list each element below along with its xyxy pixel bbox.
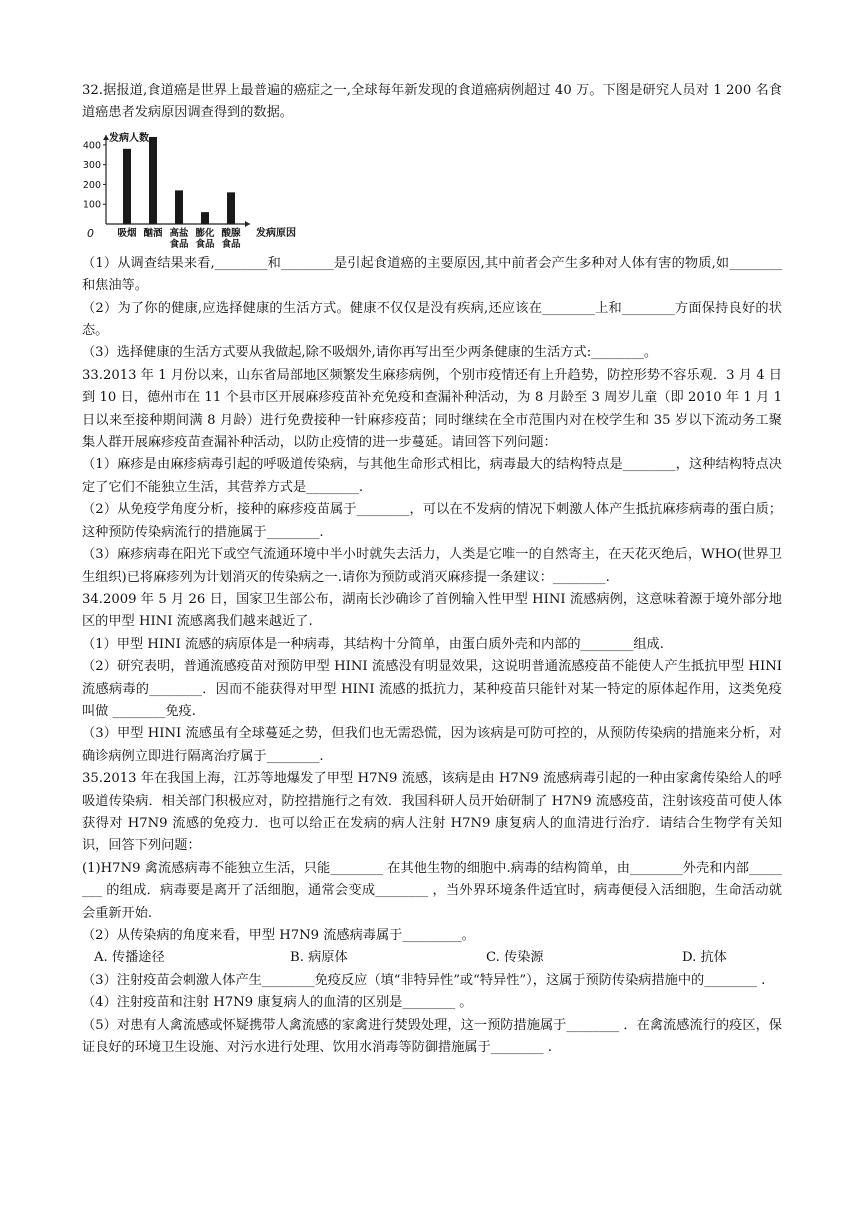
q35-sub4: （4）注射疫苗和注射 H7N9 康复病人的血清的区别是________ 。 <box>82 995 473 1011</box>
y-tick-label: 100 <box>82 199 101 211</box>
y-tick-label: 300 <box>82 159 101 171</box>
option-a: A. 传播途径 <box>94 950 165 966</box>
q33-sub2: （2）从免疫学角度分析，接种的麻疹疫苗属于________，可以在不发病的情况下刺激人体产生抵抗麻疹病毒的蛋白质；这种预防传染病流行的措施属于________. <box>82 502 782 540</box>
category-label: 膨化 <box>195 227 215 239</box>
q34-sub1: （1）甲型 HINI 流感的病原体是一种病毒，其结构十分简单，由蛋白质外壳和内部的________组成. <box>82 636 664 652</box>
category-label: 食品 <box>221 238 241 250</box>
q34-stem: 34.2009 年 5 月 26 日，国家卫生部公布，湖南长沙确诊了首例输入性甲型 HINI 流感病例，这意味着源于境外部分地区的甲型 HINI 流感离我们越来越近了. <box>82 591 782 630</box>
x-axis-arrow <box>245 221 250 227</box>
category-label: 食品 <box>169 238 189 250</box>
y-tick-label: 200 <box>82 179 101 191</box>
q35-sub5: （5）对患有人禽流感或怀疑携带人禽流感的家禽进行焚毁处理，这一预防措施属于________ ．在禽流感流行的疫区，保证良好的环境卫生设施、对污水进行处理、饮用水消毒等防御措施属于________ . <box>82 1017 782 1056</box>
q32-sub1: （1）从调查结果来看,________和________是引起食道癌的主要原因,其中前者会产生多种对人体有害的物质,如________和焦油等。 <box>82 255 782 294</box>
bar <box>123 149 131 224</box>
q35-sub1: (1)H7N9 禽流感病毒不能独立生活，只能________ 在其他生物的细胞中.病毒的结构简单，由________外壳和内部________ 的组成．病毒要是离开了活细胞，通常会变成________ ，当外界环境条件适宜时，病毒便侵入活细胞，生命活动就会重新开始. <box>82 860 782 921</box>
q35-sub3: （3）注射疫苗会刺激人体产生________免疫反应（填“非特异性”或“特异性”），这属于预防传染病措施中的________ . <box>82 972 766 988</box>
worksheet <box>82 80 782 1059</box>
q33-sub3: （3）麻疹病毒在阳光下或空气流通环境中半小时就失去活力，人类是它唯一的自然寄主，在天花灭绝后，WHO(世界卫生组织)已将麻疹列为计划消灭的传染病之一.请你为预防或消灭麻疹提一条建议：________. <box>82 547 782 585</box>
bar <box>175 190 183 224</box>
option-c: C. 传染源 <box>486 950 544 966</box>
bar <box>149 137 157 224</box>
x-axis-label: 发病原因 <box>256 227 296 239</box>
q32-sub2: （2）为了你的健康,应选择健康的生活方式。健康不仅仅是没有疾病,还应该在________上和________方面保持良好的状态。 <box>82 300 782 339</box>
q32-stem: 32.据报道,食道癌是世界上最普遍的癌症之一,全球每年新发现的食道癌病例超过 40 万。下图是研究人员对 1 200 名食道癌患者发病原因调查得到的数据。 <box>82 83 782 121</box>
category-label: 酗酒 <box>143 227 163 239</box>
category-label: 食品 <box>195 238 215 250</box>
q35-sub2: （2）从传染病的角度来看，甲型 H7N9 流感病毒属于_________。 <box>82 928 475 943</box>
category-label: 酸腺 <box>221 227 241 239</box>
option-d: D. 抗体 <box>682 950 727 966</box>
q35-stem: 35.2013 年在我国上海，江苏等地爆发了甲型 H7N9 流感，该病是由 H7N9 流感病毒引起的一种由家禽传染给人的呼吸道传染病．相关部门积极应对，防控措施行之有效．我国科研人员开始研制了 H7N9 流感疫苗，注射该疫苗可使人体获得对 H7N9 流感的免疫力．也可以给正在发病的病人注射 H7N9 康复病人的血清进行治疗．请结合生物学有关知识，回答下列问题： <box>82 771 782 854</box>
bar-chart <box>82 127 312 253</box>
y-axis-label: 发病人数 <box>109 132 149 144</box>
q33-sub1: （1）麻疹是由麻疹病毒引起的呼吸道传染病，与其他生命形式相比，病毒最大的结构特点是________，这种结构特点决定了它们不能独立生活，其营养方式是________. <box>82 457 782 495</box>
bar <box>227 192 235 224</box>
q34-sub2: （2）研究表明，普通流感疫苗对预防甲型 HINI 流感没有明显效果，这说明普通流感疫苗不能使人产生抵抗甲型 HINI 流感病毒的________．因而不能获得对甲型 HINI 流感的抵抗力，某种疫苗只能针对某一特定的原体起作用，这类免疫叫做 ________免疫. <box>82 659 782 719</box>
category-label: 吸烟 <box>117 227 137 239</box>
category-label: 高盐 <box>169 227 189 239</box>
bar <box>201 212 209 224</box>
y-tick-label: 0 <box>87 226 94 240</box>
q35-options <box>82 947 782 969</box>
option-b: B. 病原体 <box>290 950 348 966</box>
q34-sub3: （3）甲型 HINI 流感虽有全球蔓延之势，但我们也无需恐慌，因为该病是可防可控的，从预防传染病的措施来分析，对确诊病例立即进行隔离治疗属于________. <box>82 726 782 764</box>
q32-sub3: （3）选择健康的生活方式要从我做起,除不吸烟外,请你再写出至少两条健康的生活方式:________。 <box>82 345 658 361</box>
q33-stem: 33.2013 年 1 月份以来，山东省局部地区频繁发生麻疹病例，个别市疫情还有上升趋势，防控形势不容乐观．3 月 4 日到 10 日，德州市在 11 个县市区开展麻疹疫苗补充免疫和查漏补种活动，为 8 月龄至 3 周岁儿童（即 2010 年 1 月 1 日以来至接种期间满 8 月龄）进行免费接种一针麻疹疫苗；同时继续在全市范围内对在校学生和 35 岁以下流动务工聚集人群开展麻疹疫苗查漏补种活动，以防止疫情的进一步蔓延。请回答下列问题： <box>82 367 782 451</box>
bar-chart-svg <box>82 127 312 253</box>
y-tick-label: 400 <box>82 140 101 152</box>
